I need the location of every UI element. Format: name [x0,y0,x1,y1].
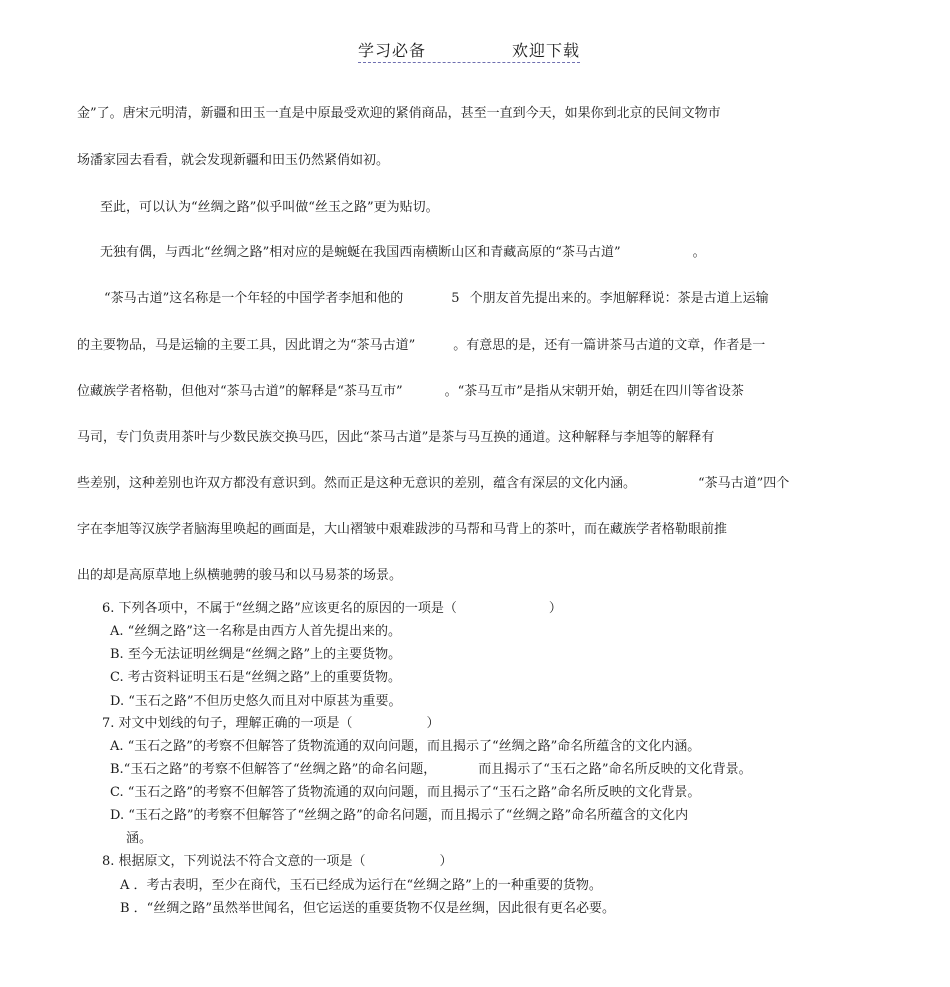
passage-text: 。“茶马互市”是指从宋朝开始，朝廷在四川等省设茶 [444,384,744,399]
passage-line: 场潘家园去看看，就会发现新疆和田玉仍然紧俏如初。 [77,153,390,168]
question-text: 6. 下列各项中，不属于“丝绸之路”应该更名的原因的一项是（ [102,601,457,616]
passage-text: 的主要物品，马是运输的主要工具，因此谓之为“茶马古道” [77,338,416,353]
option-text: B.“玉石之路”的考察不但解答了“丝绸之路”的命名问题， [110,762,437,777]
header-left-text: 学习必备 [358,41,427,60]
passage-text: “茶马古道”四个 [698,476,790,491]
question-8-option-b: B ．“丝绸之路”虽然举世闻名，但它运送的重要货物不仅是丝绸，因此很有更名必要。 [120,901,615,916]
question-paren: ） [426,716,440,731]
question-text: 8. 根据原文，下列说法不符合文意的一项是（ [102,854,366,869]
passage-line [77,476,789,492]
passage-line: 马司，专门负责用茶叶与少数民族交换马匹，因此“茶马古道”是茶与马互换的通道。这种解释与李旭等的解释有 [77,430,715,445]
question-7-option-b [110,762,752,778]
question-8-option-a: A ．考古表明，至少在商代，玉石已经成为运行在“丝绸之路”上的一种重要的货物。 [120,878,602,893]
question-6-stem [102,601,562,617]
passage-line: 金”了。唐宋元明清，新疆和田玉一直是中原最受欢迎的紧俏商品，甚至一直到今天，如果你到北京的民间文物市 [77,106,721,121]
question-6-option-c: C. 考古资料证明玉石是“丝绸之路”上的重要货物。 [110,670,402,685]
question-7-option-a: A. “玉石之路”的考察不但解答了货物流通的双向问题，而且揭示了“丝绸之路”命名所蕴含的文化内涵。 [110,739,701,754]
passage-line: 出的却是高原草地上纵横驰骋的骏马和以马易茶的场景。 [77,568,403,583]
question-paren: ） [548,601,562,616]
question-6-option-d: D. “玉石之路”不但历史悠久而且对中原甚为重要。 [110,694,402,709]
option-text: 而且揭示了“玉石之路”命名所反映的文化背景。 [478,762,752,777]
passage-text: 。有意思的是，还有一篇讲茶马古道的文章，作者是一 [453,338,766,353]
passage-text: 位藏族学者格勒，但他对“茶马古道”的解释是“茶马互市” [77,384,403,399]
passage-text: 个朋友首先提出来的。李旭解释说：茶是古道上运输 [469,291,769,306]
question-text: 7. 对文中划线的句子，理解正确的一项是（ [102,716,353,731]
passage-line [104,291,769,307]
passage-text: 无独有偶，与西北“丝绸之路”相对应的是蜿蜒在我国西南横断山区和青藏高原的“茶马古道” [100,245,621,260]
passage-line [77,338,765,354]
passage-number: 5 [451,291,460,306]
passage-text: 。 [692,245,706,260]
question-7-option-d-cont: 涵。 [126,831,153,846]
question-7-option-d: D. “玉石之路”的考察不但解答了“丝绸之路”的命名问题，而且揭示了“丝绸之路”命名所蕴含的文化内 [110,808,689,823]
question-8-stem [102,854,453,870]
passage-text: 些差别，这种差别也许双方都没有意识到。然而正是这种无意识的差别，蕴含有深层的文化内涵。 [77,476,637,491]
passage-line: 至此，可以认为“丝绸之路”似乎叫做“丝玉之路”更为贴切。 [100,200,439,215]
question-6-option-b: B. 至今无法证明丝绸是“丝绸之路”上的主要货物。 [110,647,402,662]
passage-line [100,245,706,261]
passage-line: 字在李旭等汉族学者脑海里唤起的画面是，大山褶皱中艰难跋涉的马帮和马背上的茶叶，而在藏族学者格勒眼前推 [77,522,728,537]
question-6-option-a: A. “丝绸之路”这一名称是由西方人首先提出来的。 [110,624,401,639]
question-7-stem [102,716,440,732]
header-right-text: 欢迎下载 [511,41,580,60]
page-header [358,38,580,63]
passage-line [77,384,744,400]
passage-text: “茶马古道”这名称是一个年轻的中国学者李旭和他的 [104,291,404,306]
question-7-option-c: C. “玉石之路”的考察不但解答了货物流通的双向问题，而且揭示了“玉石之路”命名所反映的文化背景。 [110,785,701,800]
question-paren: ） [439,854,453,869]
